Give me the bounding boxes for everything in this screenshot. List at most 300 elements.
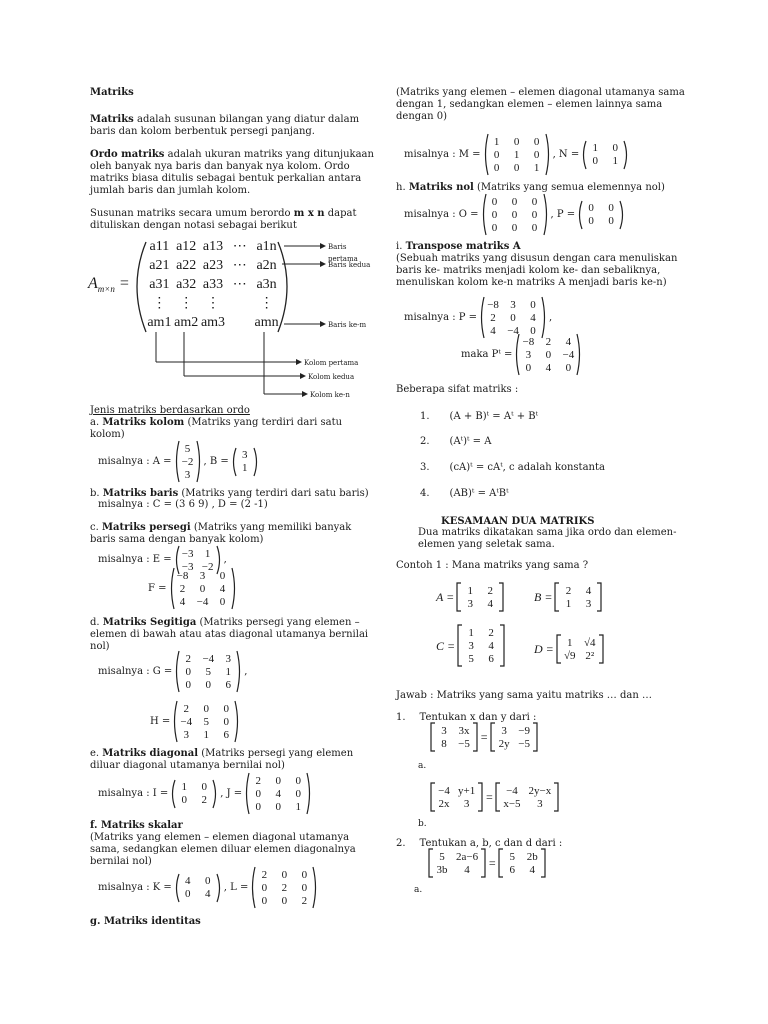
general-matrix-cell: a31 bbox=[149, 277, 170, 292]
matrix-cell: 5 bbox=[184, 442, 191, 455]
sifat-2: 2. (Aᵗ)ᵗ = A bbox=[420, 436, 492, 447]
general-matrix-cell bbox=[226, 316, 253, 329]
matrix-cell: 0 bbox=[510, 311, 516, 324]
matrix-cell: 0 bbox=[592, 155, 598, 167]
matrix-cell: 0 bbox=[491, 208, 498, 221]
matrix-cell: 0 bbox=[565, 361, 572, 374]
matrix-cell: 0 bbox=[531, 195, 538, 208]
matrix-cell: 8 bbox=[441, 737, 447, 750]
matrix-cell: 1 bbox=[181, 781, 188, 793]
question-2: 2. Tentukan a, b, c dan d dari : bbox=[396, 838, 563, 849]
example-matrix-B: B = 2 4 1 3 bbox=[534, 582, 604, 612]
right-bracket bbox=[253, 447, 259, 477]
matrix-cell: 0 bbox=[205, 678, 212, 691]
matrix-cell: −8 bbox=[176, 569, 189, 582]
matrix-cell: −2 bbox=[181, 455, 194, 468]
matrix-cell: 2 bbox=[545, 335, 552, 348]
general-matrix-cell: ⋮ bbox=[152, 296, 167, 311]
matrix-cell: 3 bbox=[468, 639, 474, 652]
matrix-cell: 1 bbox=[533, 161, 540, 174]
matrix-cell: −5 bbox=[458, 737, 470, 750]
matrix-cell: 6 bbox=[223, 728, 230, 741]
matrix-cell: 2y−x bbox=[528, 784, 552, 797]
item-b-text: b. Matriks baris (Matriks yang terdiri dari satu baris) bbox=[90, 488, 369, 499]
general-matrix-cell: amn bbox=[254, 315, 279, 330]
matrix-entries bbox=[520, 335, 576, 375]
item-i-text: (Sebuah matriks yang disusun dengan cara menuliskan baris ke- matriks menjadi kolom ke- dan sebaliknya, menuliskan kolom ke-n matriks A menjadi baris ke-n) bbox=[396, 253, 678, 288]
matrix-cell: 2x bbox=[438, 797, 450, 810]
matrix-cell: 0 bbox=[531, 221, 538, 234]
matrix-cell: 0 bbox=[608, 215, 614, 227]
right-bracket bbox=[472, 722, 478, 752]
matrix-entries bbox=[176, 780, 212, 807]
general-matrix-cell: a12 bbox=[176, 239, 197, 254]
matrix-entries bbox=[175, 569, 231, 609]
matrix-entries bbox=[587, 141, 623, 168]
general-matrix-cell: ⋮ bbox=[205, 296, 220, 311]
general-matrix-cell: a2n bbox=[256, 258, 277, 273]
matrix-cell: 2y bbox=[498, 737, 510, 750]
question-2a-label: a. bbox=[414, 885, 423, 895]
matrix-cell: 4 bbox=[490, 324, 496, 337]
matrix-cell: 2 bbox=[179, 582, 186, 595]
general-matrix-cell: a22 bbox=[176, 258, 197, 273]
matrix-cell: 4 bbox=[179, 595, 186, 608]
matrix-cell: 2 bbox=[201, 794, 208, 806]
matrix-cell: 0 bbox=[219, 569, 226, 582]
matrix-entries bbox=[250, 774, 306, 814]
matrix-cell: 4 bbox=[185, 875, 191, 887]
right-bracket bbox=[231, 567, 237, 610]
matrix-entries bbox=[583, 201, 619, 228]
matrix-cell: 1 bbox=[242, 462, 248, 474]
item-d-example-G: misalnya : G = 2 −4 3 0 5 1 0 0 6 , bbox=[98, 650, 247, 693]
matrix-cell: 5 bbox=[205, 665, 212, 678]
matrix-cell: 0 bbox=[588, 202, 594, 214]
general-matrix-cell: ⋮ bbox=[179, 296, 194, 311]
matrix-cell: 0 bbox=[612, 142, 618, 154]
matrix-cell: 3 bbox=[183, 728, 190, 741]
matrix-cell: 0 bbox=[255, 800, 261, 813]
item-h-example: misalnya : O = 0 0 0 0 0 0 0 0 0 , P = 0 0 0 0 bbox=[404, 193, 627, 236]
matrix-cell: −4 bbox=[506, 784, 518, 797]
matrix-cell: 0 bbox=[281, 868, 288, 881]
matrix-cell: −8 bbox=[487, 298, 499, 311]
question-1: 1. Tentukan x dan y dari : bbox=[396, 712, 537, 723]
matrix-cell: 0 bbox=[301, 868, 308, 881]
matrix-cell: 4 bbox=[545, 361, 552, 374]
general-matrix-cell: ⋯ bbox=[232, 258, 247, 273]
matrix-entries bbox=[180, 652, 236, 692]
right-bracket bbox=[212, 779, 218, 809]
matrix-F bbox=[169, 567, 237, 610]
matrix-H bbox=[172, 700, 240, 743]
general-matrix-cell: a21 bbox=[149, 258, 170, 273]
matrix-cell: 0 bbox=[295, 774, 301, 787]
general-matrix-cell: a11 bbox=[149, 239, 170, 254]
matrix-cell: 0 bbox=[493, 148, 500, 161]
general-matrix-figure bbox=[88, 236, 378, 406]
general-matrix-cell: a33 bbox=[202, 277, 224, 292]
matrix-cell: 2a−6 bbox=[456, 850, 479, 863]
right-bracket bbox=[234, 700, 240, 743]
right-bracket bbox=[540, 848, 546, 878]
matrix-q1a-right bbox=[490, 722, 538, 752]
example-matrix-D: D = 1 √4 √9 2² bbox=[534, 634, 606, 664]
matrix-cell: 0 bbox=[493, 161, 500, 174]
matrix-cell: 0 bbox=[530, 298, 536, 311]
general-matrix-cell: am2 bbox=[174, 315, 199, 330]
right-bracket bbox=[477, 782, 483, 812]
matrix-cell: 2 bbox=[255, 774, 261, 787]
matrix-cell: 0 bbox=[199, 582, 206, 595]
matrix-cell: 4 bbox=[488, 639, 494, 652]
matrix-cell: 4 bbox=[487, 597, 493, 610]
question-1b-label: b. bbox=[418, 819, 427, 829]
row-label-m: Baris ke-m bbox=[328, 321, 367, 329]
matrix-P-transpose bbox=[514, 333, 582, 376]
right-bracket bbox=[312, 866, 318, 909]
matrix-entries bbox=[436, 784, 477, 811]
item-g-title: g. Matriks identitas bbox=[90, 916, 201, 927]
sifat-3: 3. (cA)ᵗ = cAᵗ, c adalah konstanta bbox=[420, 462, 605, 473]
matrix-entries bbox=[180, 442, 196, 482]
matrix-entries bbox=[487, 195, 543, 235]
item-f-example: misalnya : K = 4 0 0 4 , L = 2 0 0 0 2 0 0 0 2 bbox=[98, 866, 320, 909]
right-bracket bbox=[545, 133, 551, 176]
matrix-cell: x−5 bbox=[503, 797, 521, 810]
matrix-cell: 0 bbox=[205, 875, 211, 887]
item-i-example-Pt: maka Pᵗ = −8 2 4 3 0 −4 0 4 0 bbox=[461, 333, 584, 376]
matrix-cell: 3x bbox=[458, 724, 470, 737]
item-f-title: f. Matriks skalar bbox=[90, 820, 183, 831]
right-bracket bbox=[598, 634, 604, 664]
matrix-cell: −4 bbox=[507, 324, 519, 337]
col-label-second: Kolom kedua bbox=[308, 373, 355, 381]
matrix-entries bbox=[178, 702, 234, 742]
matrix-cell: 1 bbox=[225, 665, 232, 678]
matrix-entries bbox=[504, 850, 540, 877]
matrix-cell: 0 bbox=[511, 208, 518, 221]
question-1a-label: a. bbox=[418, 761, 427, 771]
matrix-cell: 0 bbox=[223, 715, 230, 728]
general-matrix-cell: a3n bbox=[256, 277, 277, 292]
matrix-q1b-right bbox=[495, 782, 559, 812]
matrix-cell: 0 bbox=[511, 221, 518, 234]
right-bracket bbox=[543, 193, 549, 236]
matrix-q2a-right bbox=[498, 848, 546, 878]
right-bracket bbox=[480, 848, 486, 878]
matrix-cell: 1 bbox=[493, 135, 500, 148]
right-bracket bbox=[596, 582, 602, 612]
right-bracket bbox=[216, 873, 222, 903]
matrix-entries bbox=[485, 298, 541, 338]
right-bracket bbox=[619, 200, 625, 230]
matrix-cell: 4 bbox=[529, 863, 535, 876]
matrix-cell: 0 bbox=[281, 894, 288, 907]
matrix-cell: 2 bbox=[281, 881, 288, 894]
matrix-entries bbox=[496, 724, 532, 751]
matrix-cell: 1 bbox=[567, 636, 573, 649]
item-d-example-H: H = 2 0 0 −4 5 0 3 1 6 bbox=[150, 700, 242, 743]
matrix-cell: 0 bbox=[533, 148, 540, 161]
question-1a-equation: 3 3x 8 −5 = 3 −9 2y −5 bbox=[428, 722, 540, 752]
matrix-K bbox=[174, 873, 222, 903]
item-a-text: a. Matriks kolom (Matriks yang terdiri dari satu kolom) bbox=[90, 417, 343, 440]
matrix-cell: 0 bbox=[295, 787, 301, 800]
row-label-second: Baris kedua bbox=[328, 261, 371, 269]
matrix-M bbox=[483, 133, 551, 176]
matrix-cell: 0 bbox=[261, 881, 268, 894]
matrix-cell: √4 bbox=[583, 636, 596, 649]
matrix-cell: 6 bbox=[488, 652, 494, 665]
matrix-cell: 2b bbox=[526, 850, 538, 863]
matrix-C bbox=[457, 624, 505, 667]
question-1b-equation: −4 y+1 2x 3 = −4 2y−x x−5 3 bbox=[428, 782, 561, 812]
matrix-cell: 3 bbox=[501, 724, 507, 737]
matrix-entries bbox=[436, 724, 472, 751]
matrix-entries bbox=[489, 135, 545, 175]
matrix-cell: 0 bbox=[201, 781, 208, 793]
matrix-cell: 0 bbox=[261, 894, 268, 907]
example-matrix-C: C = 1 2 3 4 5 6 bbox=[436, 624, 507, 667]
matrix-cell: 0 bbox=[545, 348, 552, 361]
matrix-cell: 2 bbox=[183, 702, 190, 715]
matrix-entries bbox=[462, 584, 498, 611]
right-bracket bbox=[576, 333, 582, 376]
general-matrix-cell: a32 bbox=[176, 277, 197, 292]
matrix-cell: 0 bbox=[275, 800, 281, 813]
matrix-cell: 2² bbox=[585, 649, 595, 662]
matrix-cell: 0 bbox=[301, 881, 308, 894]
right-bracket bbox=[623, 140, 629, 170]
matrix-cell: 3 bbox=[525, 348, 532, 361]
matrix-cell: 0 bbox=[511, 195, 518, 208]
matrix-cell: 0 bbox=[608, 202, 614, 214]
matrix-cell: 6 bbox=[225, 678, 232, 691]
general-matrix-cell: ⋯ bbox=[232, 277, 247, 292]
matrix-D bbox=[556, 634, 604, 664]
matrix-N bbox=[581, 140, 629, 170]
matrix-q1b-left bbox=[430, 782, 483, 812]
matrix-cell: −4 bbox=[180, 715, 193, 728]
kesamaan-heading: KESAMAAN DUA MATRIKS bbox=[441, 516, 595, 527]
matrix-cell: 4 bbox=[275, 787, 281, 800]
sifat-4: 4. (AB)ᵗ = AᵗBᵗ bbox=[420, 488, 509, 499]
matrix-O bbox=[481, 193, 549, 236]
matrix-cell: 0 bbox=[531, 208, 538, 221]
right-bracket bbox=[499, 624, 505, 667]
matrix-cell: 3 bbox=[463, 797, 470, 810]
matrix-cell: 3 bbox=[467, 597, 473, 610]
right-bracket bbox=[553, 782, 559, 812]
matrix-entries bbox=[463, 626, 499, 666]
matrix-q2a-left bbox=[428, 848, 486, 878]
right-bracket bbox=[306, 772, 312, 815]
matrix-cell: 0 bbox=[185, 678, 192, 691]
matrix-L bbox=[250, 866, 318, 909]
general-matrix-lhs: $A_{m\times n}$ = bbox=[88, 275, 130, 295]
matrix-cell: 1 bbox=[513, 148, 520, 161]
matrix-cell: −4 bbox=[196, 595, 209, 608]
matrix-I bbox=[170, 779, 218, 809]
general-matrix-cell: am3 bbox=[200, 315, 226, 330]
matrix-cell: 1 bbox=[592, 142, 598, 154]
matrix-cell: 1 bbox=[203, 728, 210, 741]
item-d-text: d. Matriks Segitiga (Matriks persegi yang elemen – elemen di bawah atau atas diagonal utamanya bernilai nol) bbox=[90, 617, 369, 652]
matrix-cell: 0 bbox=[530, 324, 536, 337]
sifat-heading: Beberapa sifat matriks : bbox=[396, 384, 519, 395]
matrix-cell: −8 bbox=[522, 335, 535, 348]
definition-paragraph: Matriks adalah susunan bilangan yang diatur dalam baris dan kolom berbentuk persegi panjang. bbox=[90, 114, 360, 137]
matrix-cell: 0 bbox=[185, 665, 192, 678]
matrix-cell: 3 bbox=[537, 797, 543, 810]
general-matrix-cell: ⋮ bbox=[259, 296, 274, 311]
matrix-cell: 0 bbox=[185, 888, 191, 900]
item-g-text: (Matriks yang elemen – elemen diagonal utamanya sama dengan 1, sedangkan elemen – elemen lainnya sama dengan 0) bbox=[396, 87, 685, 122]
matrix-cell: 5 bbox=[468, 652, 474, 665]
matrix-entries bbox=[237, 448, 253, 475]
matrix-cell: 0 bbox=[255, 787, 261, 800]
item-c-text: c. Matriks persegi (Matriks yang memiliki banyak baris sama dengan banyak kolom) bbox=[90, 522, 352, 545]
matrix-cell: 2 bbox=[490, 311, 496, 324]
matrix-P-zero bbox=[577, 200, 625, 230]
right-bracket bbox=[196, 440, 202, 483]
matrix-cell: 3 bbox=[242, 449, 248, 461]
matrix-cell: 2 bbox=[301, 894, 308, 907]
item-b-example: misalnya : C = (3 6 9) , D = (2 -1) bbox=[98, 499, 268, 510]
general-matrix-entries bbox=[146, 240, 280, 329]
item-a-example: misalnya : A = 5 −2 3 , B = 3 1 bbox=[98, 440, 261, 483]
matrix-cell: 1 bbox=[468, 626, 474, 639]
matrix-cell: 2 bbox=[261, 868, 268, 881]
matrix-cell: 5 bbox=[509, 850, 515, 863]
matrix-J bbox=[244, 772, 312, 815]
matrix-cell: 0 bbox=[513, 161, 520, 174]
matrix-cell: −3 bbox=[181, 560, 194, 573]
matrix-q1a-left bbox=[430, 722, 478, 752]
matrix-B-kolom bbox=[231, 447, 259, 477]
matrix-cell: 3 bbox=[184, 468, 191, 481]
matrix-cell: 1 bbox=[565, 597, 572, 610]
matrix-cell: 1 bbox=[467, 584, 473, 597]
row-label-first: Baris pertama bbox=[328, 243, 358, 263]
matrix-cell: −4 bbox=[438, 784, 450, 797]
matrix-cell: 0 bbox=[533, 135, 540, 148]
general-matrix-cell: a23 bbox=[202, 258, 224, 273]
matrix-cell: 3 bbox=[199, 569, 206, 582]
item-h-text: h. Matriks nol (Matriks yang semua elemennya nol) bbox=[396, 182, 665, 193]
item-e-example: misalnya : I = 1 0 0 2 , J = 2 0 0 0 4 0 0 0 1 bbox=[98, 772, 314, 815]
question-2a-equation: 5 2a−6 3b 4 = 5 2b 6 4 bbox=[426, 848, 548, 878]
matrix-entries bbox=[560, 584, 596, 611]
kesamaan-text: Dua matriks dikatakan sama jika ordo dan elemen-elemen yang seletak sama. bbox=[418, 527, 677, 550]
sifat-1: 1. (A + B)ᵗ = Aᵗ + Bᵗ bbox=[420, 411, 539, 422]
matrix-A bbox=[456, 582, 504, 612]
matrix-cell: 3b bbox=[436, 863, 448, 876]
item-c-example-F: F = −8 3 0 2 0 4 4 −4 0 bbox=[148, 567, 239, 610]
matrix-cell: 3 bbox=[510, 298, 516, 311]
general-matrix-cell: a13 bbox=[202, 239, 224, 254]
general-matrix-cell: a1n bbox=[256, 239, 277, 254]
matrix-cell: 2 bbox=[488, 626, 494, 639]
matrix-cell: 4 bbox=[585, 584, 592, 597]
matrix-entries bbox=[562, 636, 598, 663]
matrix-cell: 5 bbox=[439, 850, 445, 863]
matrix-cell: −9 bbox=[518, 724, 530, 737]
right-bracket bbox=[236, 650, 242, 693]
matrix-cell: 0 bbox=[491, 195, 498, 208]
matrix-cell: 4 bbox=[464, 863, 470, 876]
right-bracket bbox=[498, 582, 504, 612]
general-matrix-cell: am1 bbox=[147, 315, 172, 330]
matrix-cell: y+1 bbox=[458, 784, 476, 797]
matrix-cell: 2 bbox=[185, 652, 192, 665]
jawab-line: Jawab : Matriks yang sama yaitu matriks … dan … bbox=[396, 690, 652, 701]
matrix-cell: 6 bbox=[509, 863, 515, 876]
matrix-cell: 0 bbox=[513, 135, 520, 148]
matrix-cell: 0 bbox=[223, 702, 230, 715]
matrix-A-kolom bbox=[174, 440, 202, 483]
general-matrix-cell: ⋯ bbox=[232, 239, 247, 254]
matrix-entries bbox=[434, 850, 480, 877]
right-bracket bbox=[532, 722, 538, 752]
matrix-cell: 4 bbox=[205, 888, 211, 900]
matrix-G bbox=[174, 650, 242, 693]
matrix-cell: 3 bbox=[441, 724, 447, 737]
matrix-B bbox=[554, 582, 602, 612]
matrix-cell: 4 bbox=[565, 335, 572, 348]
matrix-entries bbox=[180, 874, 216, 901]
matrix-cell: √9 bbox=[563, 649, 576, 662]
matrix-cell: 4 bbox=[530, 311, 536, 324]
matrix-cell: 3 bbox=[585, 597, 592, 610]
matrix-entries bbox=[256, 868, 312, 908]
matrix-cell: 0 bbox=[219, 595, 226, 608]
contoh-label: Contoh 1 : Mana matriks yang sama ? bbox=[396, 560, 589, 571]
matrix-cell: 0 bbox=[525, 361, 532, 374]
matrix-cell: −3 bbox=[181, 547, 194, 560]
item-g-example: misalnya : M = 1 0 0 0 1 0 0 0 1 , N = 1 0 0 1 bbox=[404, 133, 631, 176]
matrix-cell: 2 bbox=[565, 584, 572, 597]
example-matrix-A: A = 1 2 3 4 bbox=[436, 582, 506, 612]
general-matrix-cell bbox=[226, 297, 253, 310]
matrix-cell: 2 bbox=[487, 584, 493, 597]
matrix-cell: −4 bbox=[562, 348, 575, 361]
matrix-cell: −5 bbox=[518, 737, 530, 750]
matrix-cell: 1 bbox=[612, 155, 618, 167]
matrix-cell: 5 bbox=[203, 715, 210, 728]
matrix-cell: 1 bbox=[204, 547, 211, 560]
col-label-n: Kolom ke-n bbox=[310, 391, 350, 399]
item-f-text: (Matriks yang elemen – elemen diagonal utamanya sama, sedangkan elemen diluar elemen diagonalnya bernilai nol) bbox=[90, 832, 356, 867]
matrix-cell: 4 bbox=[219, 582, 226, 595]
ordo-paragraph: Ordo matriks adalah ukuran matriks yang ditunjukaan oleh banyak nya baris dan banyak nya kolom. Ordo matriks biasa ditulis sebagai bentuk perkalian antara jumlah baris dan jumlah kolom. bbox=[90, 149, 374, 196]
matrix-cell: −4 bbox=[202, 652, 215, 665]
item-c-example-E: misalnya : E = −3 1 −3 −2 , bbox=[98, 545, 227, 575]
matrix-cell: 0 bbox=[588, 215, 594, 227]
item-i-title: i. Transpose matriks A bbox=[396, 241, 521, 252]
item-e-text: e. Matriks diagonal (Matriks persegi yang elemen diluar diagonal utamanya bernilai nol) bbox=[90, 748, 354, 771]
matrix-entries bbox=[501, 784, 553, 811]
col-label-first: Kolom pertama bbox=[304, 359, 359, 367]
matrix-cell: 0 bbox=[275, 774, 281, 787]
item-i-example-P: misalnya : P = −8 3 0 2 0 4 4 −4 0 , bbox=[404, 296, 552, 339]
susunan-paragraph: Susunan matriks secara umum berordo m x n dapat dituliskan dengan notasi sebagai berikut bbox=[90, 208, 357, 231]
matrix-cell: 0 bbox=[181, 794, 188, 806]
jenis-heading: Jenis matriks berdasarkan ordo bbox=[90, 405, 250, 416]
matrix-cell: 0 bbox=[203, 702, 210, 715]
